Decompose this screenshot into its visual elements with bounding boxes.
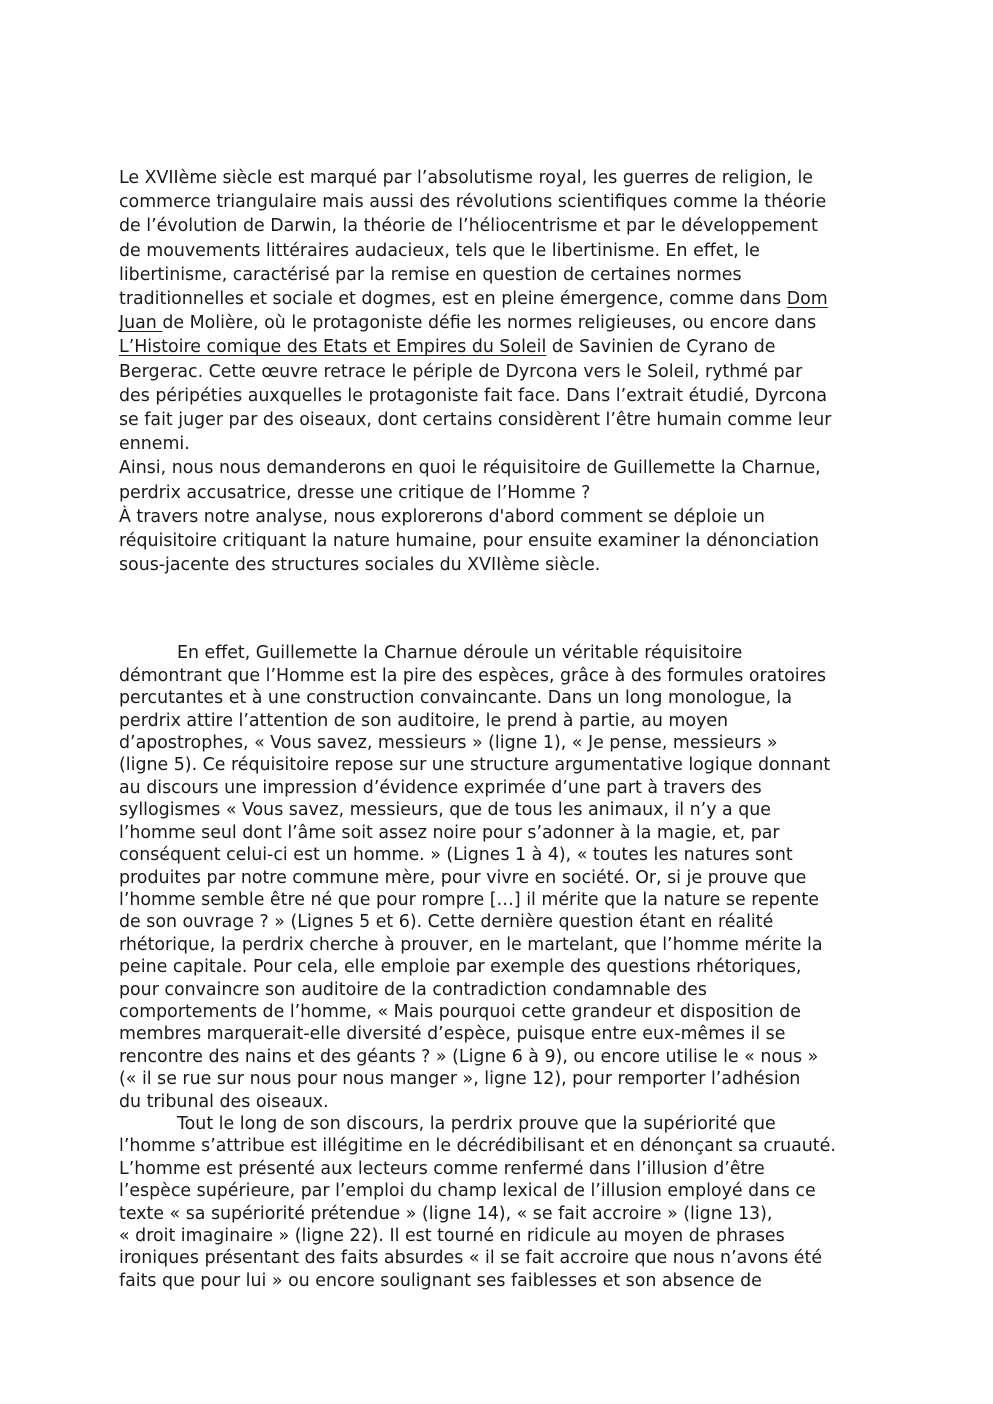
paragraph-2 [119,1113,879,1292]
intro-line: Le XVIIème siècle est marqué par l’absolutisme royal, les guerres de religion, le [119,168,813,188]
intro-line: Bergerac. Cette œuvre retrace le périple de Dyrcona vers le Soleil, rythmé par [119,361,803,382]
paragraph-line: d’apostrophes, « Vous savez, messieurs » (ligne 1), « Je pense, messieurs » [119,733,778,754]
development [119,642,879,1292]
paragraph-line: peine capitale. Pour cela, elle emploie par exemple des questions rhétoriques, [119,957,802,978]
paragraph-line: En effet, Guillemette la Charnue déroule un véritable réquisitoire [177,643,743,664]
problematique-line: perdrix accusatrice, dresse une critique de l’Homme ? [119,482,591,503]
intro-line [119,335,879,359]
plan-line: réquisitoire critiquant la nature humaine, pour ensuite examiner la dénonciation [119,531,819,552]
intro-line: ennemi. [119,434,190,455]
paragraph-line: comportements de l’homme, « Mais pourquoi cette grandeur et disposition de [119,1001,801,1022]
problematique-line: Ainsi, nous nous demanderons en quoi le réquisitoire de Guillemette la Charnue, [119,458,821,479]
paragraph-line: percutantes et à une construction convaincante. Dans un long monologue, la [119,688,793,709]
intro-line: commerce triangulaire mais aussi des révolutions scientifiques comme la théorie [119,192,827,213]
paragraph-line: membres marquerait-elle diversité d’espèce, puisque entre eux-mêmes il se [119,1024,786,1045]
intro-text: traditionnelles et sociale et dogmes, est en pleine émergence, comme dans [119,289,787,310]
paragraph-line: au discours une impression d’évidence exprimée d’une part à travers des [119,777,762,798]
work-title-dom-juan: Juan [119,313,163,334]
paragraph-line: texte « sa supériorité prétendue » (ligne 14), « se fait accroire » (ligne 13), [119,1203,773,1224]
paragraph-line: conséquent celui-ci est un homme. » (Lignes 1 à 4), « toutes les natures sont [119,845,793,866]
paragraph-line: de son ouvrage ? » (Lignes 5 et 6). Cette dernière question étant en réalité [119,912,774,933]
intro-line [119,287,879,311]
intro-line: se fait juger par des oiseaux, dont certains considèrent l’être humain comme leur [119,410,832,431]
intro-line: de l’évolution de Darwin, la théorie de l’héliocentrisme et par le développement [119,216,818,237]
paragraph-line: faits que pour lui » ou encore soulignant ses faiblesses et son absence de [119,1270,762,1291]
intro-text: de Molière, où le protagoniste défie les normes religieuses, ou encore dans [162,313,817,334]
paragraph-line: l’homme semble être né que pour rompre […] il mérite que la nature se repente [119,889,819,910]
intro-line: libertinisme, caractérisé par la remise en question de certaines normes [119,264,742,285]
paragraph-line: pour convaincre son auditoire de la contradiction condamnable des [119,979,707,1000]
paragraph-line: syllogismes « Vous savez, messieurs, que de tous les animaux, il n’y a que [119,800,771,821]
paragraph-line: rhétorique, la perdrix cherche à prouver, en le martelant, que l’homme mérite la [119,934,823,955]
work-title-histoire-comique: L’Histoire comique des Etats et Empires du Soleil [119,337,547,358]
paragraph-1 [119,642,879,1113]
paragraph-line: (ligne 5). Ce réquisitoire repose sur une structure argumentative logique donnant [119,755,831,776]
paragraph-line: ironiques présentant des faits absurdes « il se fait accroire que nous n’avons été [119,1248,823,1269]
paragraph-line: produites par notre commune mère, pour vivre en société. Or, si je prouve que [119,867,807,888]
paragraph-line: l’homme s’attribue est illégitime en le décrédibilisant et en dénonçant sa cruauté. [119,1136,836,1157]
paragraph-line: L’homme est présenté aux lecteurs comme renfermé dans l’illusion d’être [119,1158,765,1179]
intro-line: de mouvements littéraires audacieux, tels que le libertinisme. En effet, le [119,240,760,261]
plan-line: À travers notre analyse, nous explorerons d'abord comment se déploie un [119,506,765,527]
intro-text: de Savinien de Cyrano de [546,337,776,358]
paragraph-line: (« il se rue sur nous pour nous manger », ligne 12), pour remporter l’adhésion [119,1069,801,1090]
intro-line [119,311,879,335]
plan-line: sous-jacente des structures sociales du XVIIème siècle. [119,555,601,576]
paragraph-line: démontrant que l’Homme est la pire des espèces, grâce à des formules oratoires [119,665,827,686]
paragraph-line: perdrix attire l’attention de son auditoire, le prend à partie, au moyen [119,710,729,731]
paragraph-line: du tribunal des oiseaux. [119,1091,329,1112]
paragraph-line: Tout le long de son discours, la perdrix prouve que la supériorité que [177,1113,776,1134]
paragraph-line: l’espèce supérieure, par l’emploi du champ lexical de l’illusion employé dans ce [119,1181,816,1202]
introduction [119,166,879,577]
paragraph-line: rencontre des nains et des géants ? » (Ligne 6 à 9), ou encore utilise le « nous » [119,1046,819,1067]
document-page [119,166,879,1292]
work-title-dom-juan: Dom [786,289,828,310]
intro-line: des péripéties auxquelles le protagoniste fait face. Dans l’extrait étudié, Dyrcona [119,385,828,406]
paragraph-line: « droit imaginaire » (ligne 22). Il est tourné en ridicule au moyen de phrases [119,1226,785,1247]
paragraph-line: l’homme seul dont l’âme soit assez noire pour s’adonner à la magie, et, par [119,822,780,843]
